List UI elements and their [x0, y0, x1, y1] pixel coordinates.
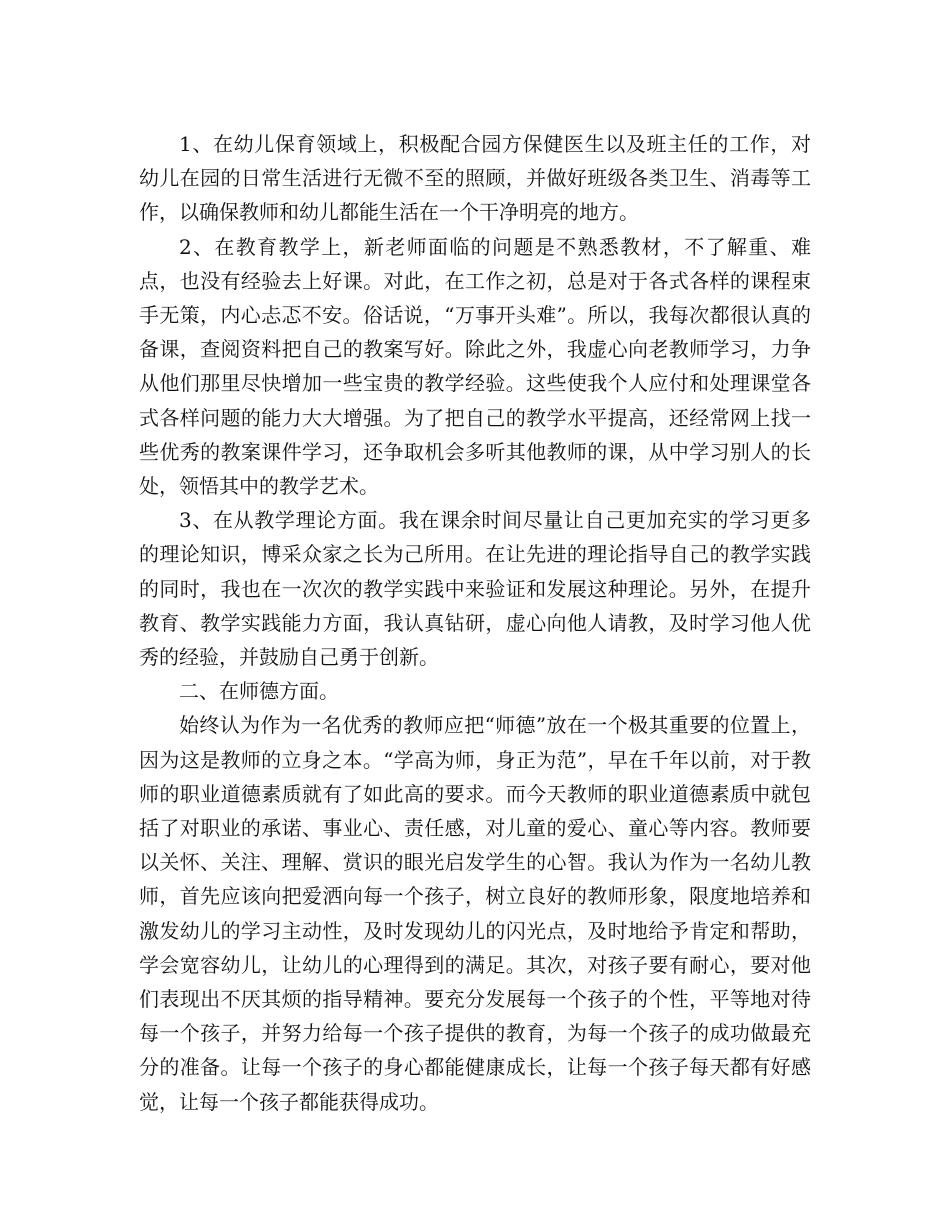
paragraph-theory: 3、在从教学理论方面。我在课余时间尽量让自己更加充实的学习更多的理论知识，博采众家之长为己所用。在让先进的理论指导自己的教学实践的同时，我也在一次次的教学实践中来验证和发展这种理论。另外，在提升教育、教学实践能力方面，我认真钻研，虚心向他人请教，及时学习他人优秀的经验，并鼓励自己勇于创新。: [139, 508, 811, 670]
paragraph-teaching: 2、在教育教学上，新老师面临的问题是不熟悉教材，不了解重、难点，也没有经验去上好课。对此，在工作之初，总是对于各式各样的课程束手无策，内心忐忑不安。俗话说，“万事开头难”。所以，我每次都很认真的备课，查阅资料把自己的教案写好。除此之外，我虚心向老教师学习，力争从他们那里尽快增加一些宝贵的教学经验。这些使我个人应付和处理课堂各式各样问题的能力大大增强。为了把自己的教学水平提高，还经常网上找一些优秀的教案课件学习，还争取机会多听其他教师的课，从中学习别人的长处，领悟其中的教学艺术。: [139, 234, 811, 499]
paragraph-childcare: 1、在幼儿保育领域上，积极配合园方保健医生以及班主任的工作，对幼儿在园的日常生活进行无微不至的照顾，并做好班级各类卫生、消毒等工作，以确保教师和幼儿都能生活在一个干净明亮的地方。: [139, 132, 811, 225]
section-heading-ethics: 二、在师德方面。: [179, 679, 339, 704]
document-body: [139, 127, 811, 1119]
paragraph-ethics: 始终认为作为一名优秀的教师应把“师德”放在一个极其重要的位置上，因为这是教师的立身之本。“学高为师，身正为范”，早在千年以前，对于教师的职业道德素质就有了如此高的要求。而今天教师的职业道德素质中就包括了对职业的承诺、事业心、责任感，对儿童的爱心、童心等内容。教师要以关怀、关注、理解、赏识的眼光启发学生的心智。我认为作为一名幼儿教师，首先应该向把爱洒向每一个孩子，树立良好的教师形象，限度地培养和激发幼儿的学习主动性，及时发现幼儿的闪光点，及时地给予肯定和帮助，学会宽容幼儿，让幼儿的心理得到的满足。其次，对孩子要有耐心，要对他们表现出不厌其烦的指导精神。要充分发展每一个孩子的个性，平等地对待每一个孩子，并努力给每一个孩子提供的教育，为每一个孩子的成功做最充分的准备。让每一个孩子的身心都能健康成长，让每一个孩子每天都有好感觉，让每一个孩子都能获得成功。: [139, 713, 811, 1114]
